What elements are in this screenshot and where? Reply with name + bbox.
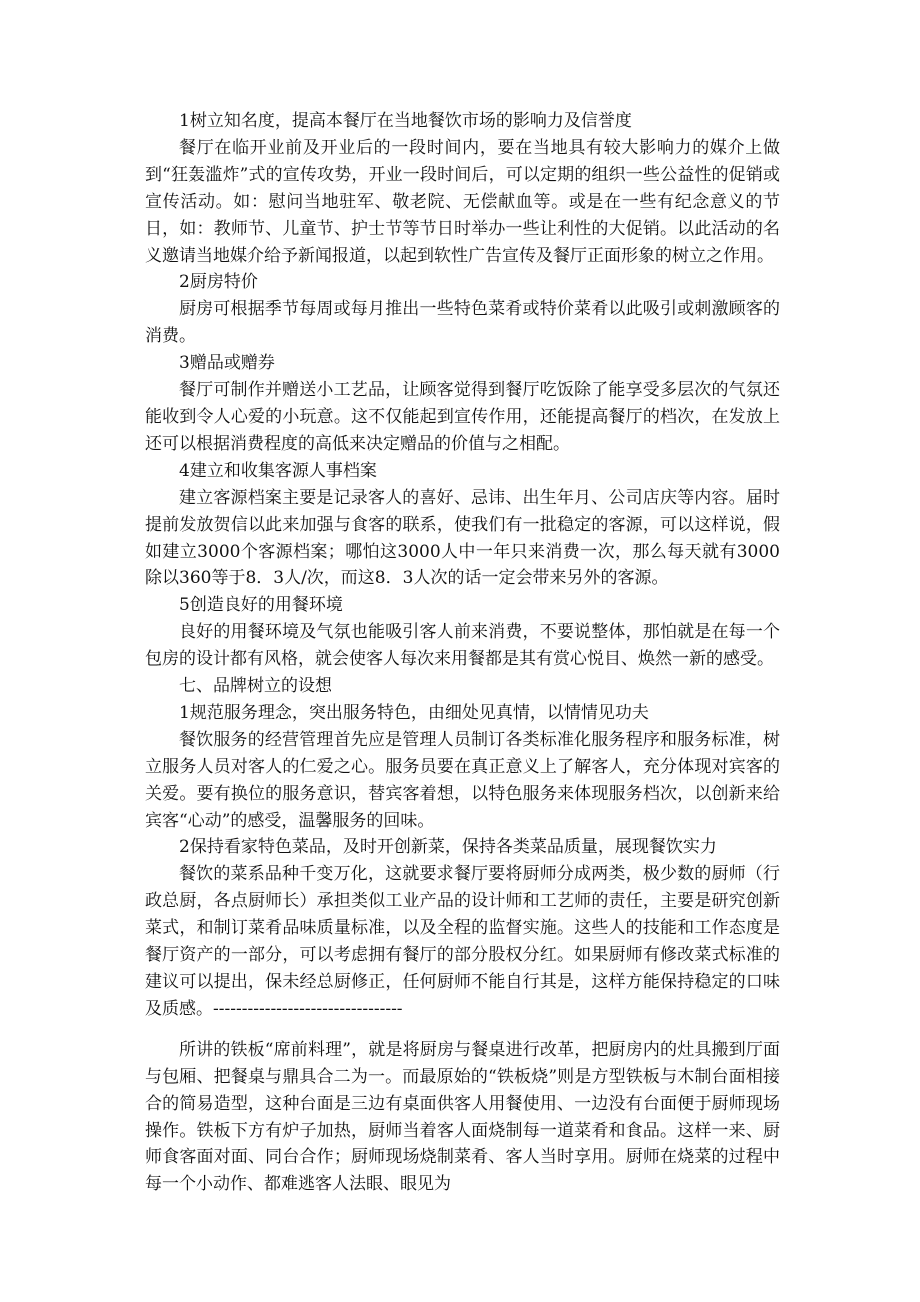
paragraph-publicity: 餐厅在临开业前及开业后的一段时间内，要在当地具有较大影响力的媒介上做到“狂轰滥炸”式的宣传攻势，开业一段时间后，可以定期的组织一些公益性的促销或宣传活动。如：慰问当地驻军、敬老院、无偿献血等。或是在一些有纪念意义的节日，如：教师节、儿童节、护士节等节日时举办一些让利性的大促销。以此活动的名义邀请当地媒介给予新闻报道，以起到软性广告宣传及餐厅正面形象的树立之作用。 — [145, 137, 780, 266]
paragraph-environment: 良好的用餐环境及气氛也能吸引客人前来消费，不要说整体，那怕就是在每一个包房的设计都有风格，就会使客人每次来用餐都是其有赏心悦目、焕然一新的感受。 — [145, 622, 780, 670]
section-heading-environment: 5创造良好的用餐环境 — [179, 595, 343, 616]
paragraph-teppanyaki: 所讲的铁板“席前料理”，就是将厨房与餐桌进行改革，把厨房内的灶具搬到厅面与包厢、把餐桌与鼎具合二为一。而最原始的“铁板烧”则是方型铁板与木制台面相接合的简易造型，这种台面是三边有桌面供客人用餐使用、一边没有台面便于厨师现场操作。铁板下方有炉子加热，厨师当着客人面烧制每一道菜肴和食品。这样一来、厨师食客面对面、同台合作；厨师现场烧制菜肴、客人当时享用。厨师在烧菜的过程中每一个小动作、都难逃客人法眼、眼见为 — [145, 1039, 780, 1195]
section-heading-kitchen-special: 2厨房特价 — [179, 272, 258, 293]
paragraph-spacer — [145, 1023, 780, 1037]
section-heading-gifts: 3赠品或赠券 — [179, 353, 275, 374]
section-heading-fame: 1树立知名度，提高本餐厅在当地餐饮市场的影响力及信誉度 — [179, 111, 632, 131]
paragraph-signature-dishes: 餐饮的菜系品种千变万化，这就要求餐厅要将厨师分成两类，极少数的厨师（行政总厨，各点厨师长）承担类似工业产品的设计师和工艺师的责任，主要是研究创新菜式，和制订菜肴品味质量标准，以及全程的监督实施。这些人的技能和工作态度是餐厅资产的一部分，可以考虑拥有餐厅的部分股权分红。如果厨师有修改菜式标准的建议可以提出，保未经总厨修正，任何厨师不能自行其是，这样方能保持稳定的口味及质感。--------------------------------- — [145, 864, 780, 1019]
paragraph-kitchen-special: 厨房可根据季节每周或每月推出一些特色菜肴或特价菜肴以此吸引或刺激顾客的消费。 — [145, 299, 780, 347]
chapter-heading-brand: 七、品牌树立的设想 — [179, 676, 332, 697]
section-heading-service: 1规范服务理念，突出服务特色，由细处见真情，以情情见功夫 — [179, 702, 649, 723]
section-heading-customer-records: 4建立和收集客源人事档案 — [179, 460, 377, 481]
paragraph-service: 餐饮服务的经营管理首先应是管理人员制订各类标准化服务程序和服务标准，树立服务人员对客人的仁爱之心。服务员要在真正意义上了解客人，充分体现对宾客的关爱。要有换位的服务意识，替宾客着想，以特色服务来体现服务档次，以创新来给宾客“心动”的感受，温馨服务的回味。 — [145, 729, 780, 831]
paragraph-customer-records: 建立客源档案主要是记录客人的喜好、忌讳、出生年月、公司店庆等内容。届时提前发放贺信以此来加强与食客的联系，使我们有一批稳定的客源，可以这样说，假如建立3000个客源档案；哪怕这3000人中一年只来消费一次，那么每天就有3000除以360等于8．3人/次，而这8．3人次的话一定会带来另外的客源。 — [145, 487, 780, 589]
document-page — [145, 108, 780, 1198]
section-heading-signature-dishes: 2保持看家特色菜品，及时开创新菜，保持各类菜品质量，展现餐饮实力 — [179, 837, 717, 858]
paragraph-gifts: 餐厅可制作并赠送小工艺品，让顾客觉得到餐厅吃饭除了能享受多层次的气氛还能收到令人心爱的小玩意。这不仅能起到宣传作用，还能提高餐厅的档次，在发放上还可以根据消费程度的高低来决定赠品的价值与之相配。 — [145, 380, 780, 454]
